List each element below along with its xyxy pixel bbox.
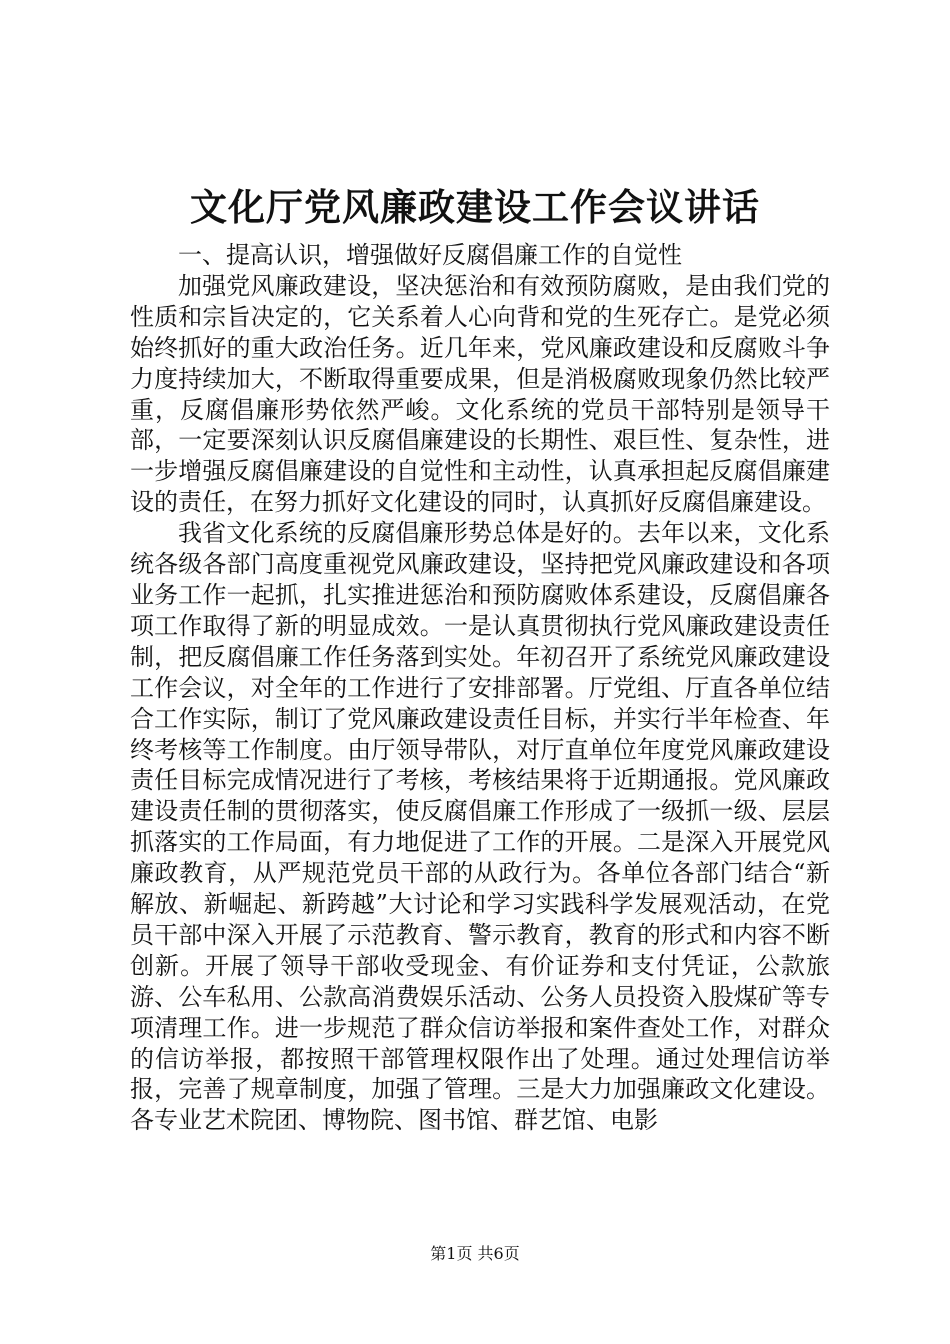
body-paragraph: 我省文化系统的反腐倡廉形势总体是好的。去年以来，文化系统各级各部门高度重视党风廉政建设，坚持把党风廉政建设和各项业务工作一起抓，扎实推进惩治和预防腐败体系建设，反腐倡廉各项工作取得了新的明显成效。一是认真贯彻执行党风廉政建设责任制，把反腐倡廉工作任务落到实处。年初召开了系统党风廉政建设工作会议，对全年的工作进行了安排部署。厅党组、厅直各单位结合工作实际，制订了党风廉政建设责任目标，并实行半年检查、年终考核等工作制度。由厅领导带队，对厅直单位年度党风廉政建设责任目标完成情况进行了考核，考核结果将于近期通报。党风廉政建设责任制的贯彻落实，使反腐倡廉工作形成了一级抓一级、层层抓落实的工作局面，有力地促进了工作的开展。二是深入开展党风廉政教育，从严规范党员干部的从政行为。各单位各部门结合“新解放、新崛起、新跨越”大讨论和学习实践科学发展观活动，在党员干部中深入开展了示范教育、警示教育，教育的形式和内容不断创新。开展了领导干部收受现金、有价证券和支付凭证，公款旅游、公车私用、公款高消费娱乐活动、公务人员投资入股煤矿等专项清理工作。进一步规范了群众信访举报和案件查处工作，对群众的信访举报，都按照干部管理权限作出了处理。通过处理信访举报，完善了规章制度，加强了管理。三是大力加强廉政文化建设。各专业艺术院团、博物院、图书馆、群艺馆、电影 [130, 519, 830, 1135]
body-paragraph: 加强党风廉政建设，坚决惩治和有效预防腐败，是由我们党的性质和宗旨决定的，它关系着人心向背和党的生死存亡。是党必须始终抓好的重大政治任务。近几年来，党风廉政建设和反腐败斗争力度持续加大，不断取得重要成果，但是消极腐败现象仍然比较严重，反腐倡廉形势依然严峻。文化系统的党员干部特别是领导干部，一定要深刻认识反腐倡廉建设的长期性、艰巨性、复杂性，进一步增强反腐倡廉建设的自觉性和主动性，认真承担起反腐倡廉建设的责任，在努力抓好文化建设的同时，认真抓好反腐倡廉建设。 [130, 271, 830, 517]
document-title: 文化厅党风廉政建设工作会议讲话 [190, 185, 760, 229]
page-number-footer: 第1页 共6页 [430, 1244, 520, 1263]
section-heading: 一、提高认识，增强做好反腐倡廉工作的自觉性 [178, 241, 682, 269]
document-body [130, 240, 830, 1136]
